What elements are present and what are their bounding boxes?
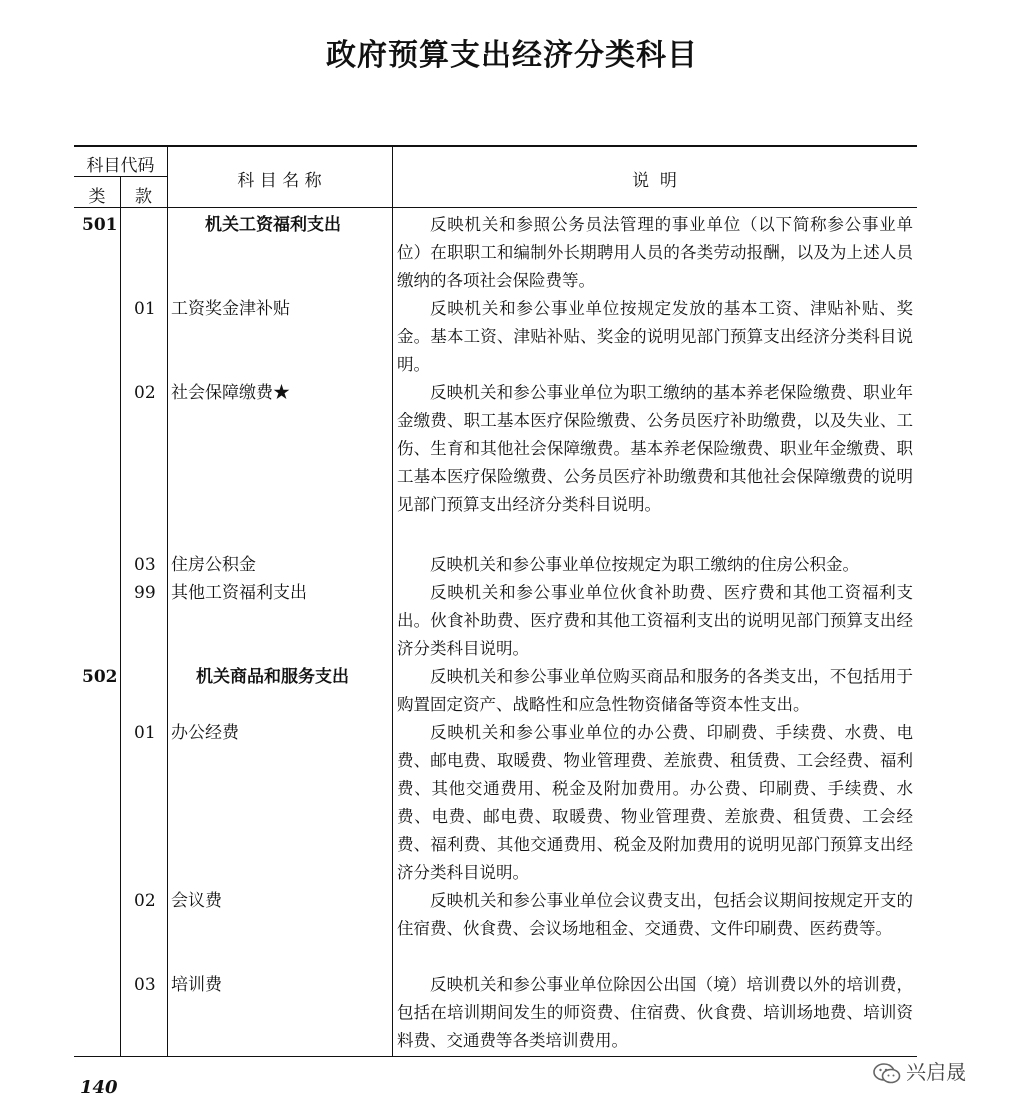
row-description: 反映机关和参公事业单位按规定为职工缴纳的住房公积金。 (430, 555, 859, 574)
item-name: 办公经费 (171, 723, 239, 743)
row-description: 反映机关和参公事业单位伙食补助费、医疗费和其他工资福利支出。伙食补助费、医疗费和其他工资福利支出的说明见部门预算支出经济分类科目说明。 (397, 583, 913, 658)
header-bottom-rule (74, 207, 917, 208)
row-description: 反映机关和参公事业单位会议费支出，包括会议期间按规定开支的住宿费、伙食费、会议场地租金、交通费、文件印刷费、医药费等。 (397, 891, 913, 938)
item-code: 02 (134, 383, 156, 403)
page-title: 政府预算支出经济分类科目 (326, 38, 698, 73)
watermark (872, 1056, 966, 1087)
header-name: 科 目 名 称 (237, 171, 322, 191)
item-name: 其他工资福利支出 (171, 583, 307, 603)
wechat-icon (872, 1061, 902, 1087)
header-class: 类 (88, 187, 106, 207)
row-description: 反映机关和参公事业单位按规定发放的基本工资、津贴补贴、奖金。基本工资、津贴补贴、奖金的说明见部门预算支出经济分类科目说明。 (397, 299, 913, 374)
item-code: 01 (134, 723, 156, 743)
item-name: 会议费 (171, 891, 222, 911)
row-description: 反映机关和参公事业单位的办公费、印刷费、手续费、水费、电费、邮电费、取暖费、物业管理费、差旅费、租赁费、工会经费、福利费、其他交通费用、税金及附加费用。办公费、印刷费、手续费、水费、电费、邮电费、取暖费、物业管理费、差旅费、租赁费、工会经费、福利费、其他交通费用、税金及附加费用的说明见部门预算支出经济分类科目说明。 (397, 723, 913, 882)
row-description: 反映机关和参照公务员法管理的事业单位（以下简称参公事业单位）在职职工和编制外长期聘用人员的各类劳动报酬，以及为上述人员缴纳的各项社会保险费等。 (397, 215, 913, 290)
header-item: 款 (135, 187, 152, 207)
item-code: 99 (134, 583, 156, 603)
table-bottom-rule (74, 1056, 917, 1057)
item-name: 住房公积金 (171, 555, 256, 575)
item-name: 培训费 (171, 975, 222, 995)
watermark-text: 兴启晟 (906, 1060, 966, 1084)
item-code: 03 (134, 555, 156, 575)
row-description: 反映机关和参公事业单位购买商品和服务的各类支出，不包括用于购置固定资产、战略性和应急性物资储备等资本性支出。 (397, 667, 913, 714)
class-code: 502 (82, 667, 118, 687)
code-name-divider (167, 146, 168, 1056)
category-name: 机关商品和服务支出 (196, 667, 349, 687)
header-description: 说 明 (632, 171, 677, 191)
item-code: 02 (134, 891, 156, 911)
header-code-group: 科目代码 (86, 156, 155, 176)
category-name: 机关工资福利支出 (205, 215, 341, 235)
item-code: 01 (134, 299, 156, 319)
row-description: 反映机关和参公事业单位为职工缴纳的基本养老保险缴费、职业年金缴费、职工基本医疗保险缴费、公务员医疗补助缴费，以及失业、工伤、生育和其他社会保障缴费。基本养老保险缴费、职业年金缴费、职工基本医疗保险缴费、公务员医疗补助缴费和其他社会保障缴费的说明见部门预算支出经济分类科目说明。 (397, 383, 913, 514)
item-name: 工资奖金津补贴 (171, 299, 290, 319)
class-item-divider (120, 177, 121, 1056)
table-top-rule (74, 145, 917, 147)
class-code: 501 (82, 215, 118, 235)
row-description: 反映机关和参公事业单位除因公出国（境）培训费以外的培训费，包括在培训期间发生的师资费、住宿费、伙食费、培训场地费、培训资料费、交通费等各类培训费用。 (397, 975, 913, 1050)
name-desc-divider (392, 146, 393, 1056)
item-name: 社会保障缴费★ (171, 383, 290, 403)
item-code: 03 (134, 975, 156, 995)
page-number: 140 (80, 1077, 118, 1098)
